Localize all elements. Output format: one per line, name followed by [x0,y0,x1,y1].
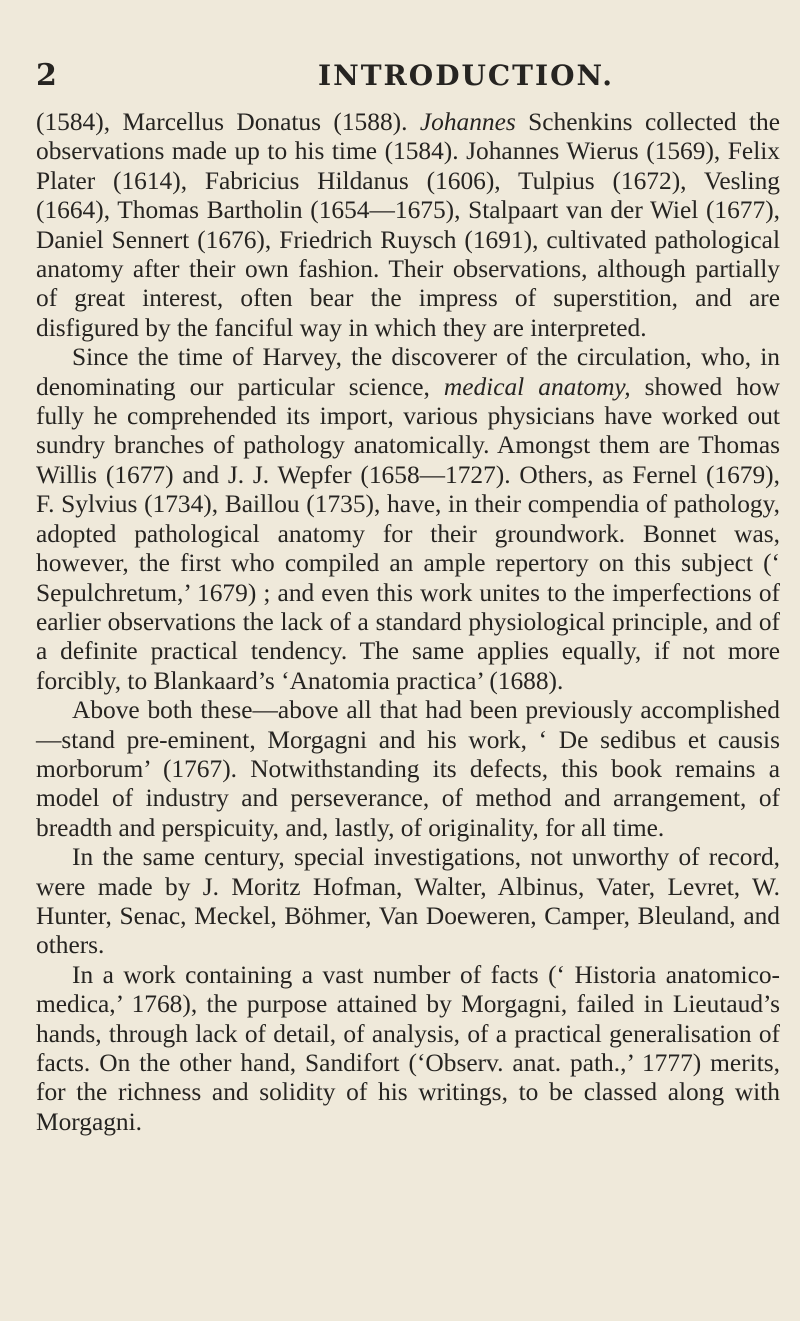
italic-run: medical anatomy, [443,372,631,401]
page-header [0,56,800,96]
text-run: showed how fully he comprehended its import, various physicians have worked out sundry branches of pathology anatomically. Amongst them are Thomas Willis (1677) and J. J. Wepfer (1658—1727). Others, as Fernel (1679), F. Sylvius (1734), Baillou (1735), have, in their compendia of pathology, adopted pathological anatomy for their groundwork. Bonnet was, however, the first who compiled an ample repertory on this subject (‘ Sepulchretum,’ 1679) ; and even this work unites to the imperfections of earlier observations the lack of a standard physiological principle, and of a definite practical tendency. The same applies equally, if not more forcibly, to Blankaard’s ‘Anatomia practica’ (1688). [36,372,780,695]
text-run: In the same century, special investigations, not unworthy of record, were made by J. Moritz Hofman, Walter, Albinus, Vater, Levret, W. Hunter, Senac, Meckel, Böhmer, Van Doeweren, Camper, Bleuland, and others. [36,843,780,960]
text-run: Above both these—above all that had been previously accomplished—stand pre-eminent, Morgagni and his work, ‘ De sedibus et causis morborum’ (1767). Notwithstanding its defects, this book remains a model of industry and perseverance, of method and arrangement, of breadth and perspicuity, and, lastly, of originality, for all time. [36,696,780,842]
italic-run: Johannes [419,108,516,136]
text-run: In a work containing a vast number of facts (‘ Historia anatomico-medica,’ 1768), the purpose attained by Morgagni, failed in Lieutaud’s hands, through lack of detail, of analysis, of a practical generalisation of facts. On the other hand, Sandifort (‘Observ. anat. path.,’ 1777) merits, for the richness and solidity of his writings, to be classed along with Morgagni. [36,960,780,1136]
body-text [36,108,780,1137]
paragraph-3 [36,696,780,843]
paragraph-4 [36,843,780,961]
running-title: INTRODUCTION. [318,59,615,92]
paragraph-2 [36,343,780,696]
page-number: 2 [36,58,57,93]
paragraph-5 [36,961,780,1137]
text-run: Since the time of Harvey, the discoverer of the circulation, who, in denominating our particular science, [36,343,780,401]
text-run: Schenkins collected the observations made up to his time (1584). Johannes Wierus (1569), Felix Plater (1614), Fabricius Hildanus (1606), Tulpius (1672), Vesling (1664), Thomas Bartholin (1654—1675), Stalpaart van der Wiel (1677), Daniel Sennert (1676), Friedrich Ruysch (1691), cultivated pathological anatomy after their own fashion. Their observations, although partially of great interest, often bear the impress of superstition, and are disfigured by the fanciful way in which they are interpreted. [36,108,781,342]
paragraph-1 [36,108,780,343]
text-run: (1584), Marcellus Donatus (1588). [36,108,420,136]
